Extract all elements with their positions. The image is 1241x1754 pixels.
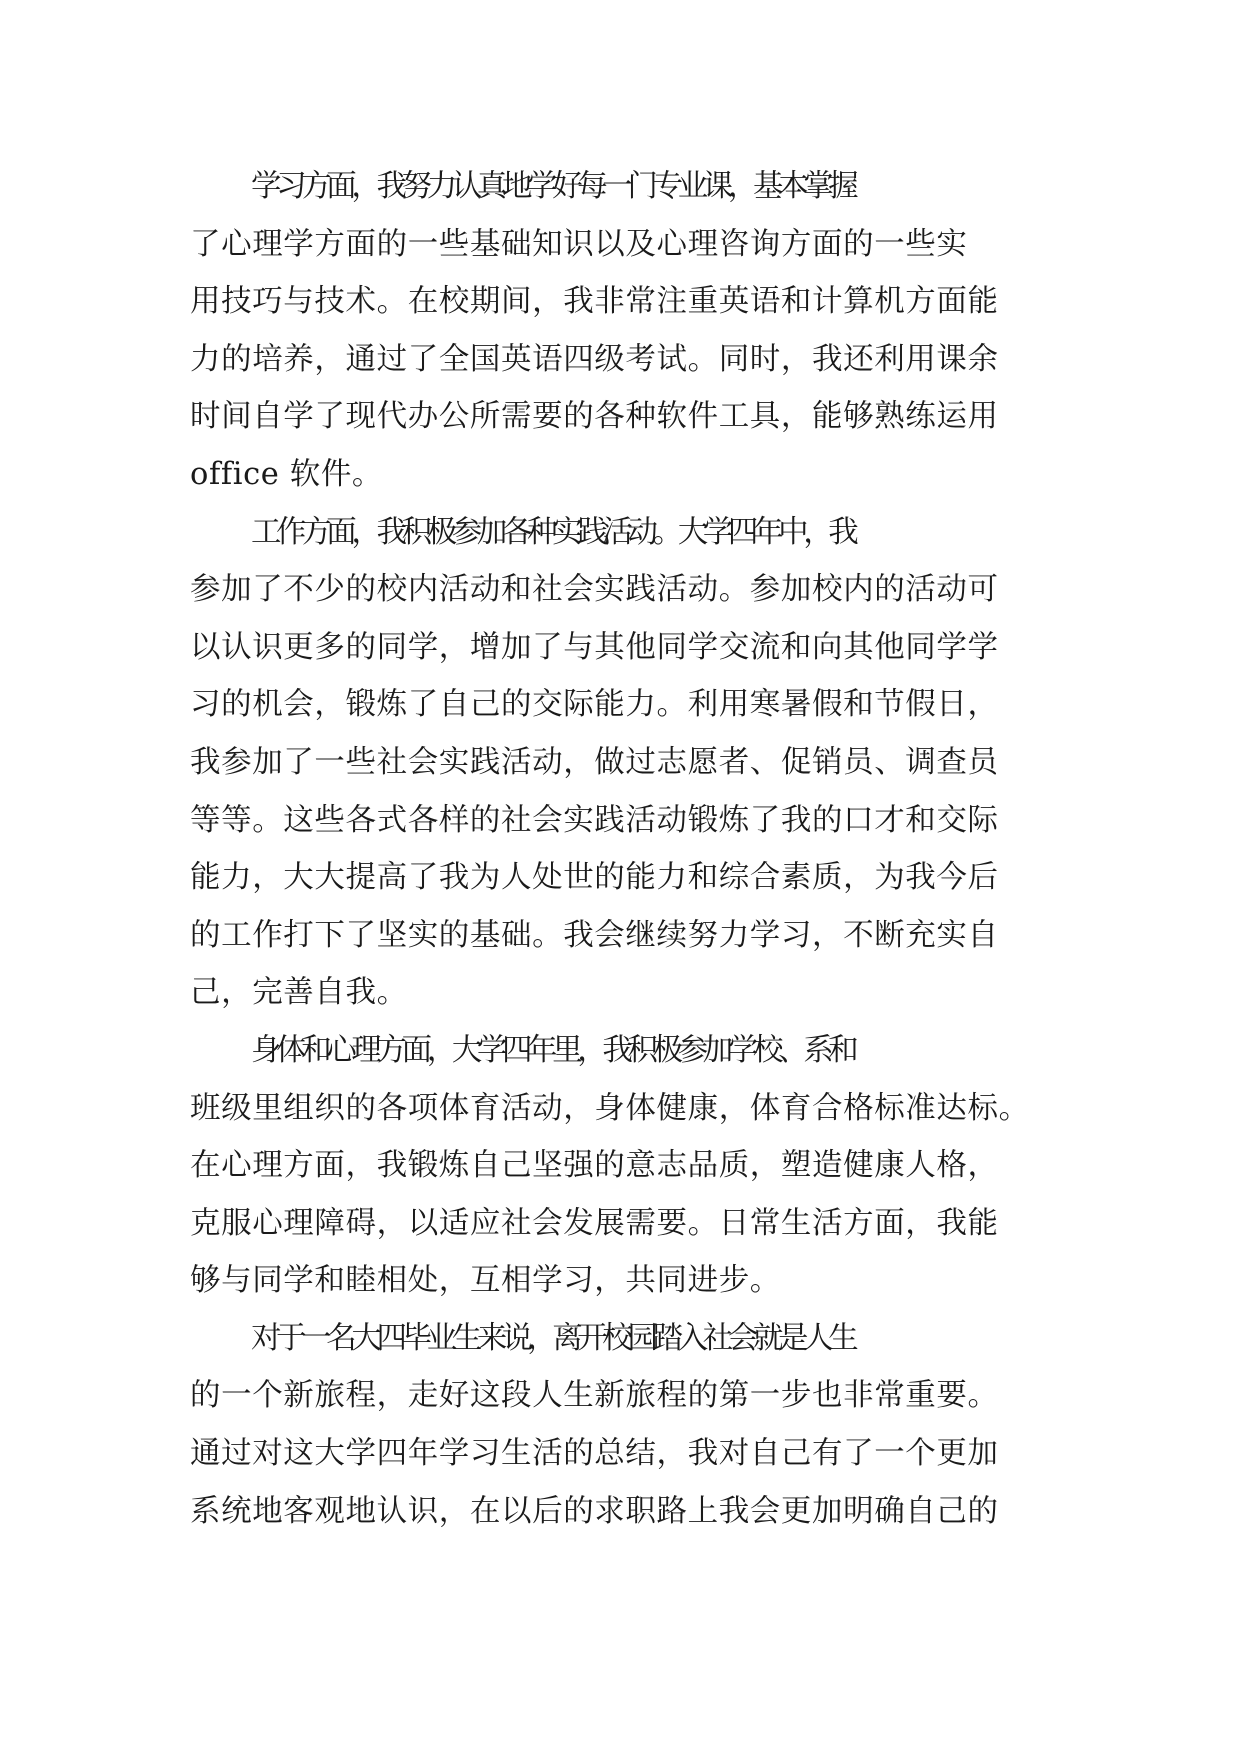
text-line: 以认识更多的同学，增加了与其他同学交流和向其他同学学: [190, 629, 999, 665]
text-line: 身体和心理方面，大学四年里，我积极参加学校、系和: [251, 1032, 854, 1068]
text-line: 己，完善自我。: [190, 975, 408, 1011]
text-line: 等等。这些各式各样的社会实践活动锻炼了我的口才和交际: [190, 802, 999, 838]
paragraph-study: [190, 158, 1050, 504]
paragraph-work: [190, 504, 1050, 1022]
text-line: 班级里组织的各项体育活动，身体健康，体育合格标准达标。: [190, 1090, 1030, 1126]
text-line: 时间自学了现代办公所需要的各种软件工具，能够熟练运用: [190, 399, 999, 435]
text-line: 学习方面，我努力认真地学好每一门专业课，基本掌握: [251, 169, 854, 204]
paragraph-conclusion: [190, 1310, 1050, 1540]
text-line: 对于一名大四毕业生来说，离开校园踏入社会就是人生: [251, 1320, 854, 1356]
text-line: 习的机会，锻炼了自己的交际能力。利用寒暑假和节假日，: [190, 687, 999, 723]
text-line: 工作方面，我积极参加各种实践活动。大学四年中，我: [251, 514, 854, 550]
text-line: 够与同学和睦相处，互相学习，共同进步。: [190, 1263, 781, 1299]
text-line: 用技巧与技术。在校期间，我非常注重英语和计算机方面能: [190, 284, 999, 320]
text-line: 在心理方面，我锻炼自己坚强的意志品质，塑造健康人格，: [190, 1148, 999, 1184]
paragraph-health: [190, 1022, 1050, 1310]
text-line: 参加了不少的校内活动和社会实践活动。参加校内的活动可: [190, 572, 999, 608]
text-line: 通过对这大学四年学习生活的总结，我对自己有了一个更加: [190, 1436, 999, 1472]
text-line: 的工作打下了坚实的基础。我会继续努力学习，不断充实自: [190, 917, 999, 953]
text-line: 我参加了一些社会实践活动，做过志愿者、促销员、调查员: [190, 744, 999, 780]
text-line: 的一个新旅程，走好这段人生新旅程的第一步也非常重要。: [190, 1378, 999, 1414]
text-line: 了心理学方面的一些基础知识以及心理咨询方面的一些实: [190, 226, 968, 262]
text-line: 系统地客观地认识，在以后的求职路上我会更加明确自己的: [190, 1493, 999, 1529]
text-line: 能力，大大提高了我为人处世的能力和综合素质，为我今后: [190, 860, 999, 896]
text-line: office 软件。: [190, 456, 384, 492]
document-body: [190, 158, 1050, 1540]
text-line: 力的培养，通过了全国英语四级考试。同时，我还利用课余: [190, 341, 999, 377]
text-line: 克服心理障碍，以适应社会发展需要。日常生活方面，我能: [190, 1205, 999, 1241]
